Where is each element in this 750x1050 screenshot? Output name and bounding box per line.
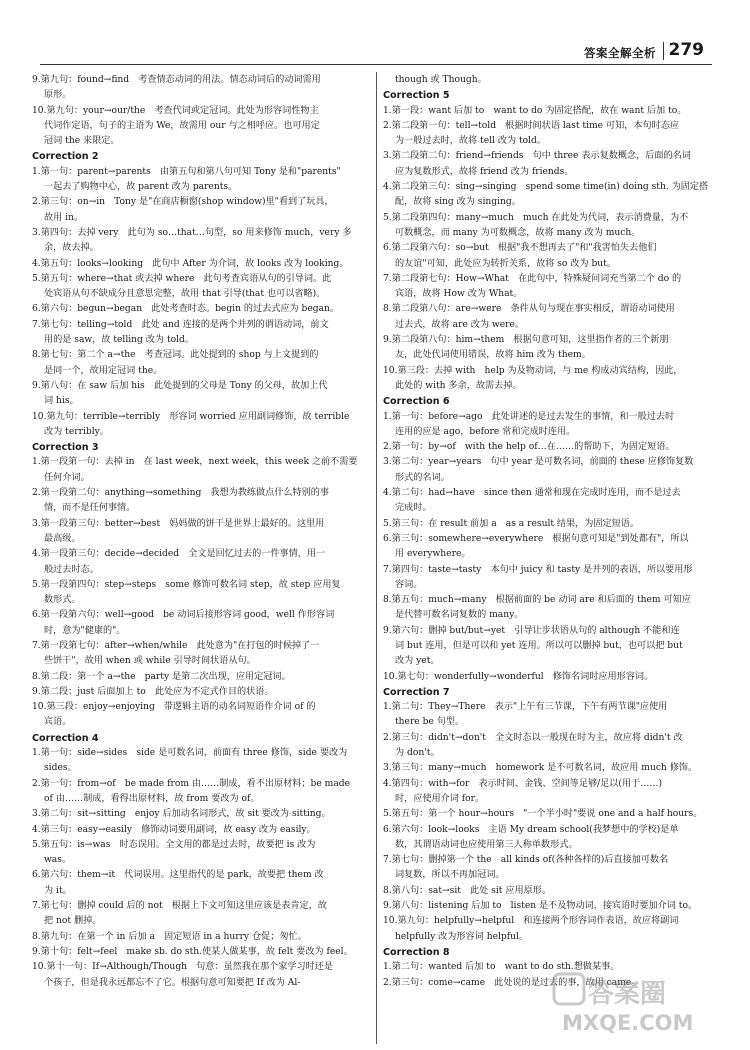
answer-continuation: 应为复数形式，故将 friend 改为 friends。 — [395, 166, 574, 177]
answer-item: 1.第一句：before→ago 此处讲述的是过去发生的事情，和一般过去时 — [383, 411, 675, 422]
answer-continuation: 完成时。 — [395, 503, 432, 514]
answer-item: 10.第三段：去掉 with help 为及物动词，与 me 构成动宾结构，因此， — [383, 365, 683, 376]
answer-item: 5.第二段第四句：many→much much 在此处为代词，表示消费量，为不 — [383, 212, 689, 223]
answer-continuation: 原形。 — [44, 90, 72, 101]
answer-continuation: 形式的名词。 — [395, 472, 450, 483]
answer-item: 9.第十句：felt→feel make sb. do sth.使某人做某事，故 felt 要改为 feel。 — [32, 946, 353, 957]
answer-item: 8.第五句：much→many 根据前面的 be 动词 are 和后面的 them 可知应 — [383, 595, 691, 606]
header-separator — [663, 42, 664, 60]
answer-continuation: 用的是 saw，故 telling 改为 told。 — [44, 335, 194, 346]
answer-item: 5.第一段第四句：step→steps some 修饰可数名词 step，故 step 应用复 — [32, 579, 341, 590]
answer-item: 1.第二句：They→There 表示"上午有三节课，下午有两节课"应使用 — [383, 702, 668, 713]
section-heading: Correction 7 — [383, 686, 450, 698]
answer-continuation: 的友谊"可知，此处应为转折关系，故将 so 改为 but。 — [395, 258, 616, 269]
answer-continuation: 用 everywhere。 — [395, 549, 471, 560]
answer-continuation: 可数概念，而 many 为可数概念，故将 many 改为 much。 — [395, 227, 641, 238]
answer-item: 3.第三句：many→much homework 是不可数名词，故应用 much 修饰。 — [383, 763, 698, 774]
answer-item: 10.第十一句：If→Although/Though 句意：虽然我在那个家学习时还是 — [32, 962, 334, 973]
watermark-text-cn: 答案圈 — [588, 979, 667, 1009]
answer-continuation: 词 but 连用，但是可以和 yet 连用。所以可以删掉 but，也可以把 but — [395, 640, 683, 651]
answer-continuation: 般过去时态。 — [44, 564, 99, 575]
answer-continuation: 数形式。 — [44, 595, 81, 606]
answer-continuation: 友，此处代词使用错误，故将 him 改为 them。 — [395, 350, 591, 361]
answer-item: 5.第五句：第一个 hour→hours "一个半小时"要说 one and a half hours。 — [383, 809, 703, 820]
answer-item: 6.第六句：look→looks 主语 My dream school(我梦想中的学校)是单 — [383, 824, 679, 835]
answer-item: 3.第四句：去掉 very 此句为 so…that…句型，so 用来修饰 much，very 多 — [32, 227, 352, 238]
answer-continuation: 余，故去掉。 — [44, 243, 99, 254]
answer-item: 7.第七句：删掉 could 后的 not 根据上下文可知这里应该是表肯定，故 — [32, 901, 327, 912]
answer-continuation: 过去式，故将 are 改为 were。 — [395, 319, 525, 330]
answer-item: 5.第五句：where→that 或去掉 where 此句考查宾语从句的引导词。此 — [32, 273, 332, 284]
answer-continuation: 改为 yet。 — [395, 656, 440, 667]
watermark-text-url: MXQE.COM — [562, 1011, 694, 1035]
answer-continuation: 配，故将 sing 改为 singing。 — [395, 197, 521, 208]
header-title: 答案全解全析 — [584, 46, 656, 60]
answer-item: 1.第一句：parent→parents 由第五句和第八句可知 Tony 是和"parents" — [32, 166, 341, 177]
answer-item: 10.第九句：helpfully→helpful 和连接两个形容词作表语，故应将副词 — [383, 916, 679, 927]
answer-continuation: 为 it。 — [44, 885, 72, 896]
answer-continuation: 容词。 — [395, 579, 423, 590]
answer-continuation: 此处的 with 多余，故需去掉。 — [395, 380, 522, 391]
answer-continuation: 把 not 删掉。 — [44, 916, 102, 927]
section-heading: Correction 5 — [383, 90, 450, 102]
answer-item: 1.第一句：side→sides side 是可数名词，前面有 three 修饰，side 要改为 — [32, 748, 348, 759]
answer-item: 2.第三句：on→in Tony 是"在商店橱窗(shop window)里"看到了玩具， — [32, 197, 334, 208]
answer-item: 2.第二段第一句：tell→told 根据时间状语 last time 可知，本句时态应 — [383, 120, 679, 131]
answer-item: 9.第八句：listening 后加 to listen 是不及物动词，接宾语时要加介词 to。 — [383, 901, 698, 912]
answer-item: 8.第九句：在第一个 in 后加 a 固定短语 in a hurry 仓促；匆忙。 — [32, 931, 307, 942]
answer-item: 9.第九句：found→find 考查情态动词的用法。情态动词后的动词需用 — [32, 75, 321, 85]
answer-continuation: 些饼干"，故用 when 或 while 引导时间状语从句。 — [44, 656, 256, 667]
section-heading: Correction 2 — [32, 151, 99, 163]
answer-continuation: 个孩子，但是我永远都忘不了它。根据句意可知要把 If 改为 Al- — [44, 977, 301, 988]
answer-continuation: 是代替可数名词复数的 many。 — [395, 610, 524, 621]
answer-continuation: 一起去了购物中心，故 parent 改为 parents。 — [44, 182, 238, 193]
answer-item: 3.第二段第二句：friend→friends 句中 three 表示复数概念，后面的名词 — [383, 151, 691, 162]
answer-item: 10.第三段：enjoy→enjoying 带逻辑主语的动名词短语作介词 of 的 — [32, 702, 316, 713]
answer-item: 4.第五句：looks→looking 此句中 After 为介词，故 looks 改为 looking。 — [32, 258, 349, 269]
answer-continuation: 词复数，所以不再加冠词。 — [395, 870, 505, 881]
answer-continuation: 宾语，故将 How 改为 What。 — [395, 289, 523, 300]
answer-item: 8.第二段：第一个 a→the party 是第二次出现，应用定冠词。 — [32, 671, 291, 682]
answer-continuation: 情，而不是任何事情。 — [44, 503, 136, 514]
answer-item: 1.第二句：wanted 后加 to want to do sth.想做某事。 — [383, 962, 620, 973]
answer-continuation: there be 句型。 — [395, 717, 465, 728]
answer-continuation: 代词作定语，句子的主语为 We，故需用 our 与之相呼应。也可用定 — [44, 120, 320, 131]
answer-item: 7.第二段第七句：How→What 在此句中，特殊疑问词充当第二个 do 的 — [383, 273, 682, 284]
answer-item: 9.第二段：just 后面加上 to 此处应为不定式作目的状语。 — [32, 686, 274, 697]
answer-item: 10.第九句：terrible→terribly 形容词 worried 应用副词修饰，故 terrible — [32, 411, 350, 422]
section-heading: Correction 8 — [383, 946, 450, 958]
answer-item: 10.第七句：wonderfully→wonderful 修饰名词时应用形容词。 — [383, 671, 654, 682]
answer-item: 2.第三句：come→came 此处说的是过去的事，故用 came。 — [383, 977, 641, 988]
answer-continuation: helpfully 改为形容词 helpful。 — [395, 931, 529, 942]
answer-continuation: of 由……制成，看得出原材料，故 from 要改为 of。 — [44, 793, 260, 804]
answer-item: 7.第四句：taste→tasty 本句中 juicy 和 tasty 是并列的表语，所以要用形 — [383, 564, 693, 575]
column-divider — [376, 72, 377, 1044]
answer-item: 3.第二句：year→years 句中 year 是可数名词，前面的 these 应修饰复数 — [383, 457, 694, 468]
answer-item: 2.第一句：from→of be made from 由……制成，看不出原材料；be made — [32, 778, 350, 789]
answer-continuation: 数，其谓语动词也应使用第三人称单数形式。 — [395, 839, 578, 850]
answer-item: 6.第六句：begun→began 此处考查时态。begin 的过去式应为 began。 — [32, 304, 340, 315]
answer-item: 8.第八句：sat→sit 此处 sit 应用原形。 — [383, 885, 551, 896]
answer-item: 6.第六句：them→it 代词误用。这里指代的是 park，故要把 them 改 — [32, 870, 324, 881]
answer-continuation: 时，意为"健康的"。 — [44, 625, 126, 636]
answer-item: 5.第三句：在 result 前加 a as a result 结果，为固定短语。 — [383, 518, 640, 529]
answer-continuation: 处宾语从句不缺成分且意思完整，故用 that 引导(that 也可以省略)。 — [44, 289, 326, 300]
answer-item: 2.第三句：didn't→don't 全文时态以一般现在时为主，故应将 didn't 改 — [383, 732, 683, 743]
answer-item: 8.第七句：第二个 a→the 考查冠词。此处提到的 shop 与上文提到的 — [32, 350, 319, 361]
answer-item: 4.第三句：easy→easily 修饰动词要用副词，故 easy 改为 easily。 — [32, 824, 316, 835]
answer-continuation: 词 his。 — [44, 396, 79, 407]
answer-continuation: sides。 — [44, 763, 77, 774]
section-heading: Correction 6 — [383, 396, 450, 408]
answer-item: 2.第一句：by→of with the help of…在……的帮助下，为固定短语。 — [383, 442, 675, 453]
left-column — [32, 73, 369, 1048]
answer-item: 2.第一段第二句：anything→something 我想为教练做点什么特别的事 — [32, 488, 330, 499]
answer-continuation: 为 don't。 — [395, 748, 440, 759]
answer-item: 9.第八句：在 saw 后加 his 此处提到的父母是 Tony 的父母，故加上代 — [32, 380, 328, 391]
answer-item: 4.第一段第三句：decide→decided 全文是回忆过去的一件事情，用一 — [32, 549, 326, 560]
answer-continuation: though 或 Though。 — [395, 75, 487, 85]
answer-continuation: 任何介词。 — [44, 472, 90, 483]
answer-continuation: was。 — [44, 855, 72, 866]
answer-item: 7.第一段第七句：after→when/while 此处意为"在打包的时候掉了一 — [32, 640, 320, 651]
answer-item: 1.第一段：want 后加 to want to do 为固定搭配，故在 want 后加 to。 — [383, 105, 687, 116]
answer-continuation: 时，应使用介词 for。 — [395, 793, 485, 804]
answer-item: 6.第二段第六句：so→but 根据"我不想再去了"和"我害怕失去他们 — [383, 243, 657, 254]
answer-continuation: 是同一个，故用定冠词 the。 — [44, 365, 163, 376]
answer-item: 3.第一段第三句：better→best 妈妈做的饼干是世界上最好的。这里用 — [32, 518, 325, 529]
answer-continuation: 为一般过去时，故将 tell 改为 told。 — [395, 136, 547, 147]
answer-item: 10.第九句：your→our/the 考查代词或定冠词。此处为形容词性物主 — [32, 105, 319, 116]
answer-continuation: 改为 terribly。 — [44, 426, 109, 437]
answer-item: 6.第一段第六句：well→good be 动词后接形容词 good，well 作形容词 — [32, 610, 335, 621]
section-heading: Correction 4 — [32, 732, 99, 744]
answer-item: 5.第五句：is→was 时态误用。全文用的都是过去时，故要把 is 改为 — [32, 839, 316, 850]
answer-item: 3.第二句：sit→sitting enjoy 后加动名词形式，故 sit 要改为 sitting。 — [32, 809, 331, 820]
answer-item: 9.第二段第八句：him→them 根据句意可知，这里指作者的三个新朋 — [383, 335, 669, 346]
answer-continuation: 连用的应是 ago，before 常和完成时连用。 — [395, 426, 576, 437]
answer-continuation: 宾语。 — [44, 717, 72, 728]
page-number: 279 — [668, 40, 704, 60]
section-heading: Correction 3 — [32, 442, 99, 454]
answer-continuation: 故用 in。 — [44, 212, 84, 223]
answer-item: 4.第四句：with→for 表示时间、金钱、空间等足够/足以(用于……) — [383, 778, 663, 789]
answer-item: 4.第二句：had→have since then 通常和现在完成时连用，而不是过去 — [383, 488, 681, 499]
answer-item: 4.第二段第三句：sing→singing spend some time(in) doing sth. 为固定搭 — [383, 182, 709, 193]
answer-item: 7.第七句：telling→told 此处 and 连接的是两个并列的谓语动词，前文 — [32, 319, 329, 330]
answer-item: 6.第三句：somewhere→everywhere 根据句意可知是"到处都有"，所以 — [383, 533, 689, 544]
answer-item: 1.第一段第一句：去掉 in 在 last week，next week，this week 之前不需要 — [32, 457, 358, 468]
answer-continuation: 冠词 the 来限定。 — [44, 136, 120, 147]
answer-item: 8.第二段第八句：are→were 条件从句与现在事实相反，谓语动词使用 — [383, 304, 675, 315]
right-column — [383, 73, 715, 1048]
answer-item: 9.第六句：删掉 but/but→yet 引导让步状语从句的 although 不能和连 — [383, 625, 680, 636]
answer-continuation: 最高级。 — [44, 533, 81, 544]
answer-item: 7.第七句：删掉第一个 the all kinds of(各种各样的)后直接加可数名 — [383, 855, 669, 866]
page-header — [40, 36, 712, 65]
